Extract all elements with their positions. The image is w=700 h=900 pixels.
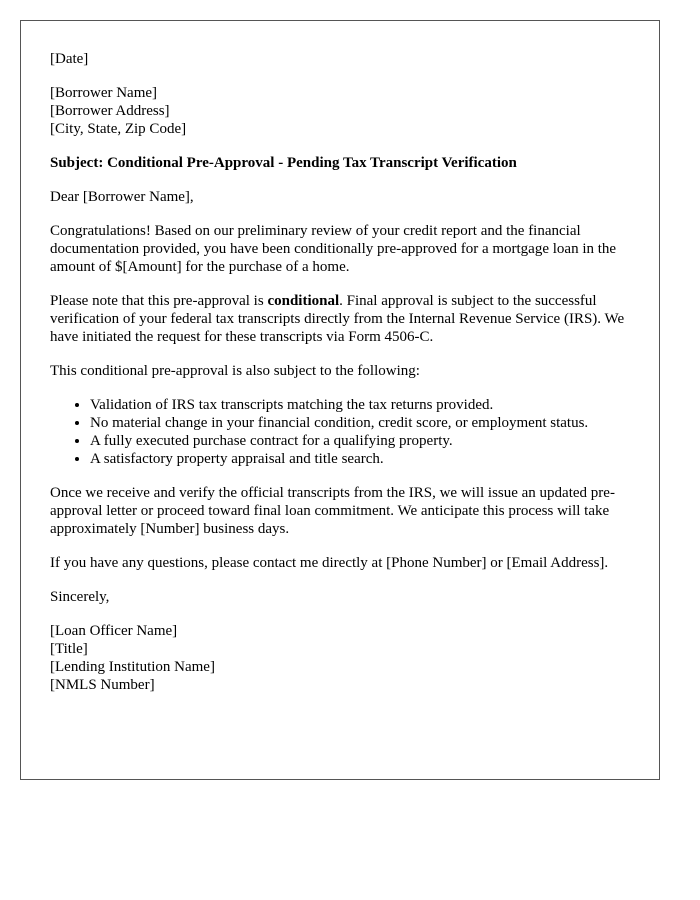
recipient-address: [Borrower Address]: [50, 103, 170, 119]
letter-subject: Subject: Conditional Pre-Approval - Pending Tax Transcript Verification: [50, 155, 517, 171]
list-item: • A satisfactory property appraisal and title search.: [90, 450, 640, 468]
paragraph-conditional-note: [50, 292, 640, 346]
signature-block: [50, 622, 640, 694]
signature-name: [Loan Officer Name]: [50, 623, 178, 639]
signature-institution: [Lending Institution Name]: [50, 659, 215, 675]
signature-title: [Title]: [50, 641, 88, 657]
paragraph-next-steps: Once we receive and verify the official transcripts from the IRS, we will issue an updated pre-approval letter or proceed toward final loan commitment. We anticipate this process will take approximately [Number] business days.: [50, 485, 615, 537]
paragraph-conditional-note-end: . Final approval is subject to the successful verification of your federal tax transcripts directly from the Internal Revenue Service (IRS). We have initiated the request for these transcripts via Form 4506-C.: [50, 293, 625, 345]
letter-date: [Date]: [50, 51, 89, 67]
recipient-city-state-zip: [City, State, Zip Code]: [50, 121, 187, 137]
recipient-block: [50, 84, 640, 138]
conditions-list: [50, 396, 640, 468]
conditional-emphasis: conditional: [267, 293, 340, 309]
signature-nmls: [NMLS Number]: [50, 677, 155, 693]
list-item: • No material change in your financial condition, credit score, or employment status.: [90, 414, 640, 432]
recipient-name: [Borrower Name]: [50, 85, 158, 101]
paragraph-conditions-intro: This conditional pre-approval is also subject to the following:: [50, 363, 420, 379]
paragraph-contact: If you have any questions, please contact me directly at [Phone Number] or [Email Address].: [50, 555, 609, 571]
list-item: • Validation of IRS tax transcripts matching the tax returns provided.: [90, 396, 640, 414]
letter-page: [20, 20, 660, 780]
paragraph-congratulations: Congratulations! Based on our preliminary review of your credit report and the financial documentation provided, you have been conditionally pre-approved for a mortgage loan in the amount of $[Amount] for the purchase of a home.: [50, 223, 617, 275]
paragraph-conditional-note-start: Please note that this pre-approval is: [50, 293, 268, 309]
letter-closing: Sincerely,: [50, 589, 110, 605]
letter-content: [50, 50, 640, 710]
list-item: • A fully executed purchase contract for a qualifying property.: [90, 432, 640, 450]
letter-salutation: Dear [Borrower Name],: [50, 189, 194, 205]
